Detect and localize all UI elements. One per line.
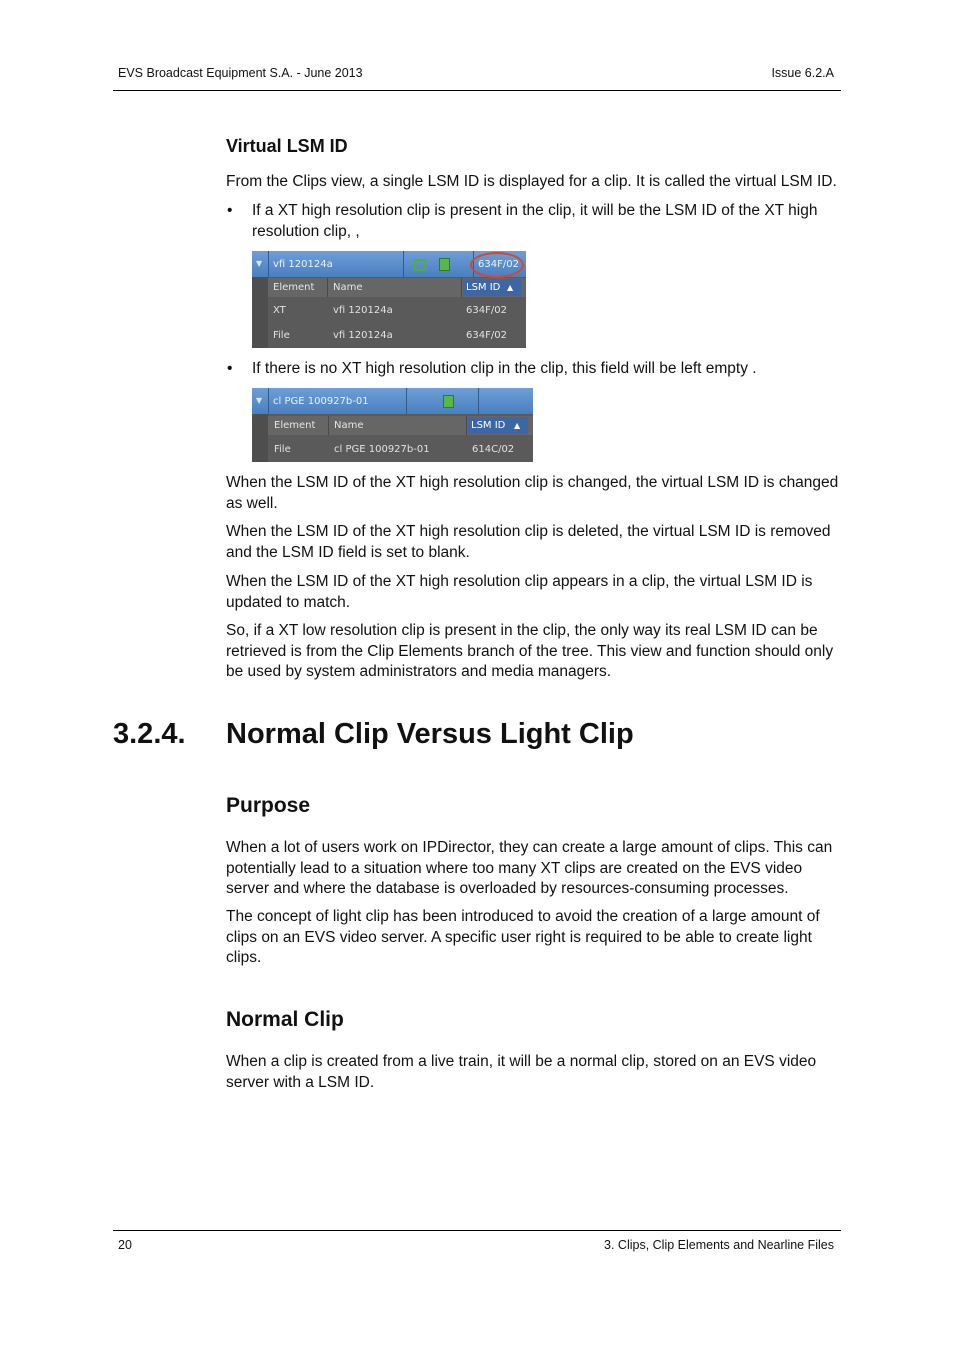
purpose-heading: Purpose: [226, 794, 311, 817]
collapse-arrow-icon: ▼: [256, 396, 263, 405]
collapse-arrow-icon: ▼: [256, 259, 263, 268]
purpose-para-1: When a lot of users work on IPDirector, they can create a large amount of clips. This can potentially lead to a situation where too many XT clips are created on the EVS video server and where the database is overloaded by resources-consuming processes.: [226, 839, 833, 897]
page-number: 20: [118, 1238, 132, 1252]
clip-title: cl PGE 100927b-01: [273, 396, 369, 407]
bullet-marker: •: [227, 202, 233, 219]
bullet-text-1: If a XT high resolution clip is present in the clip, it will be the LSM ID of the XT high resolution clip, ,: [252, 202, 818, 240]
bullet-text-2: If there is no XT high resolution clip in the clip, this field will be left empty .: [252, 360, 757, 377]
col-name-header[interactable]: Name: [334, 420, 364, 431]
clip-grid-screenshot-2: [252, 388, 533, 462]
grid-row[interactable]: File cl PGE 100927b-01 614C/02: [274, 444, 515, 455]
col-element-header[interactable]: Element: [274, 420, 316, 431]
col-name-header[interactable]: Name: [333, 282, 363, 293]
header-rule: [113, 90, 841, 91]
sort-ascending-icon: ▲: [507, 283, 514, 292]
normal-clip-para-1: When a clip is created from a live train, it will be a normal clip, stored on an EVS video server with a LSM ID.: [226, 1053, 817, 1091]
bullet-marker: •: [227, 360, 233, 377]
running-footer-chapter: 3. Clips, Clip Elements and Nearline Files: [604, 1238, 834, 1252]
virtual-lsm-intro: From the Clips view, a single LSM ID is displayed for a clip. It is called the virtual LSM ID.: [226, 173, 837, 190]
footer-rule: [113, 1230, 841, 1231]
virtual-lsm-para-4: So, if a XT low resolution clip is present in the clip, the only way its real LSM ID can be retrieved is from the Clip Elements branch of the tree. This view and function should only be used by system administrators and media managers.: [226, 622, 834, 680]
col-element-header[interactable]: Element: [273, 282, 315, 293]
virtual-lsm-para-2: When the LSM ID of the XT high resolution clip is deleted, the virtual LSM ID is removed and the LSM ID field is set to blank.: [226, 523, 831, 561]
clip-title: vfi 120124a: [273, 259, 333, 270]
clip-title-bar: [252, 388, 533, 414]
highlight-circle: [470, 252, 524, 278]
clip-title-bar: [252, 251, 526, 277]
grid-row[interactable]: File vfi 120124a 634F/02: [273, 330, 507, 341]
grid-header-row: [268, 416, 533, 435]
running-header-right: Issue 6.2.A: [771, 66, 834, 80]
purpose-para-2: The concept of light clip has been introduced to avoid the creation of a large amount of clips on an EVS video server. A specific user right is required to be able to create light clips.: [226, 908, 820, 966]
normal-clip-heading: Normal Clip: [226, 1008, 344, 1031]
file-clip-icon: [443, 395, 454, 408]
col-lsm-header[interactable]: LSM ID ▲: [468, 417, 528, 434]
running-header-left: EVS Broadcast Equipment S.A. - June 2013: [118, 66, 363, 80]
file-clip-icon: [439, 258, 450, 271]
section-number: 3.2.4.: [113, 718, 186, 750]
col-lsm-header[interactable]: LSM ID ▲: [463, 279, 521, 296]
virtual-lsm-heading: Virtual LSM ID: [226, 136, 348, 156]
virtual-lsm-id: 634F/02: [478, 259, 519, 270]
xt-clip-icon: [414, 259, 426, 271]
virtual-lsm-para-1: When the LSM ID of the XT high resolution clip is changed, the virtual LSM ID is changed as well.: [226, 474, 839, 512]
sort-ascending-icon: ▲: [514, 421, 521, 430]
clip-grid-screenshot-1: [252, 251, 526, 348]
grid-header-row: [268, 278, 526, 297]
virtual-lsm-para-3: When the LSM ID of the XT high resolution clip appears in a clip, the virtual LSM ID is updated to match.: [226, 573, 813, 611]
section-title: Normal Clip Versus Light Clip: [226, 718, 634, 750]
grid-row[interactable]: XT vfi 120124a 634F/02: [273, 305, 507, 316]
